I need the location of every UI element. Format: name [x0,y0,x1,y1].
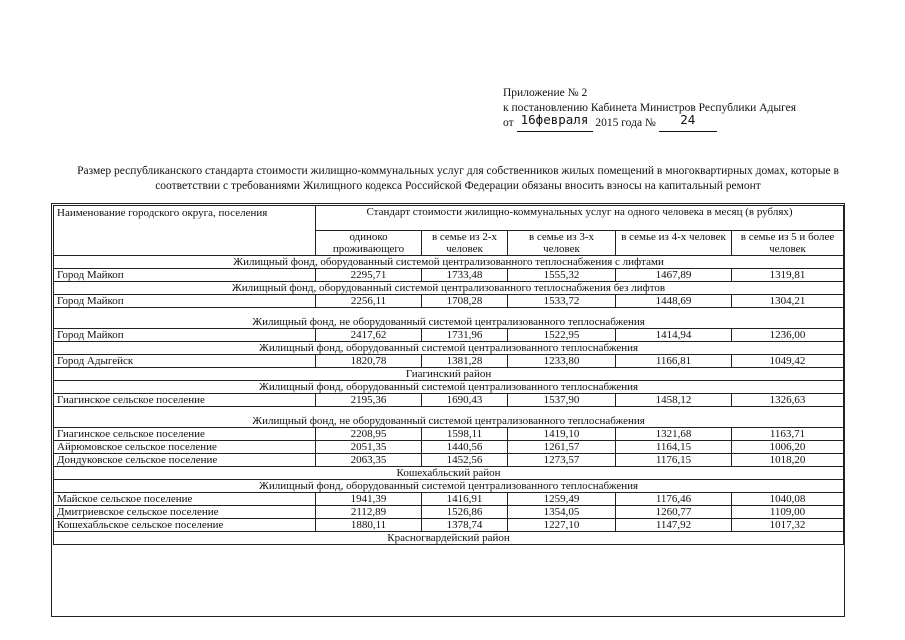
cost-value: 1147,92 [616,519,732,532]
cost-value: 1708,28 [422,295,508,308]
cost-value: 2063,35 [316,454,422,467]
cost-value: 1555,32 [508,269,616,282]
cost-value: 1416,91 [422,493,508,506]
appendix-from-label: от [503,117,514,129]
appendix-date-field [517,112,593,132]
cost-value: 1880,11 [316,519,422,532]
cost-value: 2195,36 [316,394,422,407]
settlement-name: Гиагинское сельское поселение [54,394,316,407]
settlement-name: Дондуковское сельское поселение [54,454,316,467]
section-heading-row [54,342,844,355]
cost-value: 1378,74 [422,519,508,532]
cost-value: 1049,42 [732,355,844,368]
section-heading-row [54,368,844,381]
section-heading-row [54,308,844,329]
table-row [54,441,844,454]
column-header-1: одиноко проживающего [316,231,422,256]
cost-value: 1018,20 [732,454,844,467]
cost-value: 1236,00 [732,329,844,342]
cost-value: 2417,62 [316,329,422,342]
cost-value: 1381,28 [422,355,508,368]
cost-value: 1163,71 [732,428,844,441]
cost-value: 1414,94 [616,329,732,342]
section-heading-row [54,407,844,428]
settlement-name: Город Адыгейск [54,355,316,368]
cost-value: 1526,86 [422,506,508,519]
cost-value: 1233,80 [508,355,616,368]
section-heading: Жилищный фонд, оборудованный системой централизованного теплоснабжения без лифтов [54,282,844,295]
table-row [54,428,844,441]
cost-value: 2112,89 [316,506,422,519]
cost-value: 1448,69 [616,295,732,308]
cost-value: 2208,95 [316,428,422,441]
column-header-4: в семье из 4-х человек [616,231,732,256]
cost-value: 1326,63 [732,394,844,407]
cost-value: 1259,49 [508,493,616,506]
column-header-3: в семье из 3-х человек [508,231,616,256]
section-heading-row [54,480,844,493]
section-heading-row [54,282,844,295]
table-row [54,506,844,519]
cost-value: 1304,21 [732,295,844,308]
cost-value: 1261,57 [508,441,616,454]
cost-value: 1522,95 [508,329,616,342]
section-heading-row [54,532,844,545]
section-heading-row [54,467,844,480]
document-title: Размер республиканского стандарта стоимости жилищно-коммунальных услуг для собственников жилых помещений в многоквартирных домах, которые в соответствии с требованиями Жилищного кодекса Российской Федерации обязаны вносить взносы на капитальный ремонт [77,165,839,192]
table-row [54,519,844,532]
cost-value: 1440,56 [422,441,508,454]
appendix-resolution: к постановлению Кабинета Министров Республики Адыгея [503,101,797,114]
section-heading: Кошехабльский район [54,467,844,480]
handwritten-number: 24 [680,112,696,127]
appendix-year-label: 2015 года № [595,117,656,129]
table-row [54,355,844,368]
header-standard-cell: Стандарт стоимости жилищно-коммунальных услуг на одного человека в месяц (в рублях) [316,206,844,231]
cost-value: 1598,11 [422,428,508,441]
cost-value: 1164,15 [616,441,732,454]
settlement-name: Город Майкоп [54,295,316,308]
cost-value: 1731,96 [422,329,508,342]
table-row [54,394,844,407]
table-row [54,295,844,308]
cost-value: 1227,10 [508,519,616,532]
cost-value: 2295,71 [316,269,422,282]
cost-value: 1820,78 [316,355,422,368]
section-heading: Жилищный фонд, оборудованный системой централизованного теплоснабжения [54,480,844,493]
settlement-name: Город Майкоп [54,329,316,342]
section-heading: Жилищный фонд, оборудованный системой централизованного теплоснабжения [54,381,844,394]
cost-value: 1458,12 [616,394,732,407]
cost-value: 1166,81 [616,355,732,368]
cost-value: 2051,35 [316,441,422,454]
cost-value: 1017,32 [732,519,844,532]
cost-value: 1109,00 [732,506,844,519]
section-heading: Гиагинский район [54,368,844,381]
appendix-block [503,86,796,132]
column-header-5: в семье из 5 и более человек [732,231,844,256]
settlement-name: Айрюмовское сельское поселение [54,441,316,454]
cost-value: 1040,08 [732,493,844,506]
cost-value: 1941,39 [316,493,422,506]
section-heading-row [54,381,844,394]
section-heading-row [54,256,844,269]
table-header-row [54,206,844,231]
standard-cost-table [53,205,844,545]
section-heading: Красногвардейский район [54,532,844,545]
settlement-name: Город Майкоп [54,269,316,282]
settlement-name: Майское сельское поселение [54,493,316,506]
cost-value: 1354,05 [508,506,616,519]
section-heading: Жилищный фонд, не оборудованный системой централизованного теплоснабжения [54,407,844,428]
table-row [54,329,844,342]
cost-value: 1260,77 [616,506,732,519]
settlement-name: Кошехабльское сельское поселение [54,519,316,532]
section-heading: Жилищный фонд, не оборудованный системой централизованного теплоснабжения [54,308,844,329]
appendix-date-line [503,112,796,132]
cost-value: 1176,46 [616,493,732,506]
cost-value: 1319,81 [732,269,844,282]
table-row [54,493,844,506]
cost-value: 1467,89 [616,269,732,282]
header-name-cell: Наименование городского округа, поселения [54,206,316,256]
column-header-2: в семье из 2-х человек [422,231,508,256]
cost-value: 1533,72 [508,295,616,308]
table-row [54,269,844,282]
cost-value: 1321,68 [616,428,732,441]
cost-value: 1537,90 [508,394,616,407]
table-row [54,454,844,467]
cost-value: 1690,43 [422,394,508,407]
cost-value: 2256,11 [316,295,422,308]
cost-value: 1419,10 [508,428,616,441]
cost-value: 1733,48 [422,269,508,282]
appendix-number: Приложение № 2 [503,87,588,99]
section-heading: Жилищный фонд, оборудованный системой централизованного теплоснабжения с лифтами [54,256,844,269]
appendix-number-field [659,112,717,132]
settlement-name: Дмитриевское сельское поселение [54,506,316,519]
cost-value: 1006,20 [732,441,844,454]
cost-value: 1273,57 [508,454,616,467]
cost-value: 1452,56 [422,454,508,467]
cost-value: 1176,15 [616,454,732,467]
section-heading: Жилищный фонд, оборудованный системой централизованного теплоснабжения [54,342,844,355]
settlement-name: Гиагинское сельское поселение [54,428,316,441]
handwritten-date: 16февраля [520,112,589,127]
